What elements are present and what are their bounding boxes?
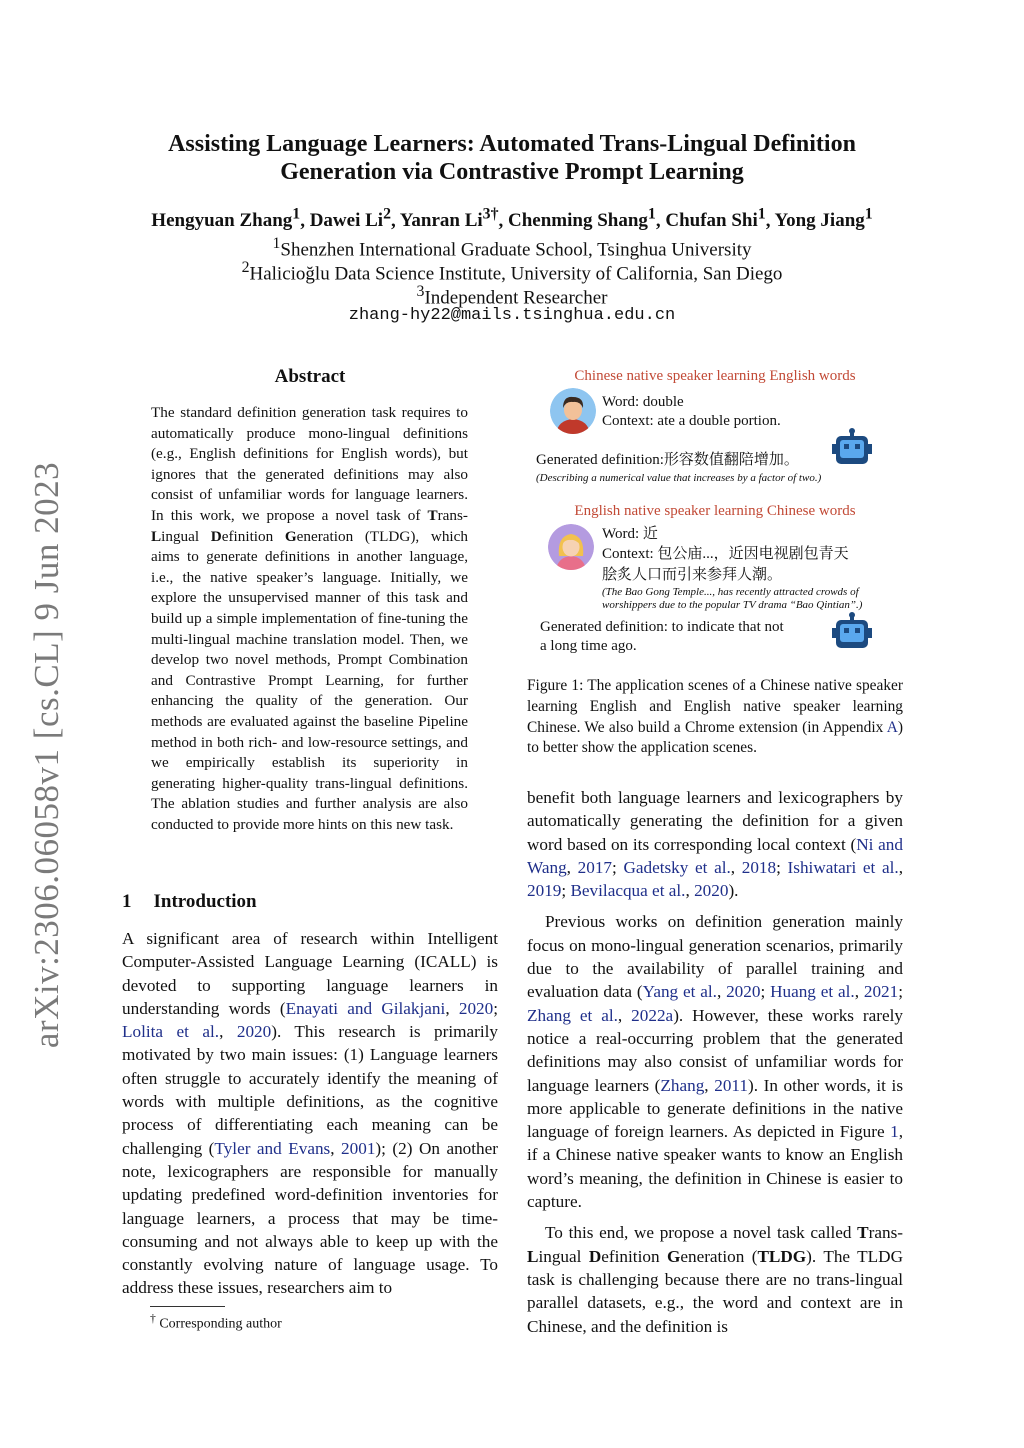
appendix-link[interactable]: A xyxy=(886,718,898,736)
female-learner-avatar xyxy=(548,524,594,570)
citation-link[interactable]: Enayati and Gilakjani xyxy=(285,998,446,1018)
affiliation: $^3$Independent Researcher xyxy=(416,283,608,309)
citation-link[interactable]: Ni and Wang xyxy=(527,834,903,877)
footnote-rule xyxy=(150,1306,225,1307)
male-learner-avatar xyxy=(550,388,596,434)
citation-link[interactable]: 2020 xyxy=(726,982,761,1002)
abstract-heading: Abstract xyxy=(274,366,346,387)
contact-email[interactable]: zhang-hy22@mails.tsinghua.edu.cn xyxy=(348,306,676,325)
right-column-text xyxy=(527,786,903,1346)
citation-link[interactable]: 2020 xyxy=(458,998,494,1018)
figure-ref-link[interactable]: 1 xyxy=(890,1122,899,1142)
scene2-label: English native speaker learning Chinese words xyxy=(574,503,856,519)
section-heading-introduction: 1 Introduction xyxy=(122,891,257,912)
citation-link[interactable]: 2001 xyxy=(341,1138,376,1158)
scene2-generated-line2: a long time ago. xyxy=(540,638,637,654)
author: Yong Jiang$^1$ xyxy=(774,206,873,232)
citation-link[interactable]: Huang et al. xyxy=(770,982,855,1002)
author: Chufan Shi$^1$ xyxy=(665,206,766,232)
citation-link[interactable]: Yang et al. xyxy=(642,982,717,1002)
scene2-context-line2: 脍炙人口而引来参拜人潮。 xyxy=(602,567,783,583)
citation-link[interactable]: 2020 xyxy=(694,881,729,901)
scene1-label: Chinese native speaker learning English words xyxy=(574,368,856,384)
scene1-word: Word: double xyxy=(602,394,684,410)
scene1-context: Context: ate a double portion. xyxy=(602,413,781,429)
author-list: Hengyuan Zhang$^1$, Dawei Li$^2$, Yanran $Li^{3\dagger}$, Chenming Shang$^1$, Chufan Shi$^1$, Yong Jiang$^1$ xyxy=(151,206,873,232)
abstract-body: The standard definition generation task requires to automatically produce mono-lingual definitions (e.g., English definitions for English words), but ignores that the generated definitions may also consist of unfamiliar words for language learners. In this work, we propose a novel task of Trans-Lingual Definition Generation (TLDG), which aims to generate definitions in another language, i.e., the native speaker’s language. Initially, we explore the unsupervised manner of this task and build up a simple implementation of fine-tuning the multi-lingual machine translation model. Then, we develop two novel methods, Prompt Combination and Contrastive Prompt Learning, for further enhancing the quality of the generation. Our methods are evaluated against the baseline Pipeline method in both rich- and low-resource settings, and we empirically establish its superiority in generating higher-quality trans-lingual definitions. The ablation studies and further analysis are also conducted to provide more hints on this new task. xyxy=(151,404,468,833)
scene1-generated: Generated definition:形容数值翻陪增加。 xyxy=(536,452,799,468)
citation-link[interactable]: 2011 xyxy=(714,1075,748,1095)
citation-link[interactable]: 2021 xyxy=(863,982,899,1002)
affiliation: $^2$Halicioğlu Data Science Institute, University of California, San Diego xyxy=(241,259,783,285)
citation-link[interactable]: Zhang xyxy=(660,1075,705,1095)
scene1-translation: (Describing a numerical value that increases by a factor of two.) xyxy=(536,472,822,484)
citation-link[interactable]: 2017 xyxy=(577,857,612,877)
robot-icon xyxy=(832,612,872,657)
author: Yanran $Li^{3\dagger}$ xyxy=(399,206,499,232)
citation-link[interactable]: Zhang et al. xyxy=(527,1005,618,1025)
citation-link[interactable]: Bevilacqua et al. xyxy=(570,881,686,901)
figure-1-caption: Figure 1: The application scenes of a Chinese native speaker learning English and English native speaker learning Chinese. We also build a Chrome extension (in Appendix A) to better show the application scenes. xyxy=(527,677,903,757)
paper-title: Assisting Language Learners: Automated Trans-Lingual Definition Generation via Contrastive Prompt Learning xyxy=(168,131,856,185)
citation-link[interactable]: 2022a xyxy=(631,1005,674,1025)
paragraph: Previous works on definition generation mainly focus on mono-lingual generation scenarios, primarily due to the availability of parallel training and evaluation data (Yang et al., 2020; Huang et al., 2021; Zhang et al., 2022a). However, these works rarely notice a real-occurring problem that the generated definitions may also consist of unfamiliar words for language learners (Zhang, 2011). In other words, it is more applicable to generate definitions in the native language of foreign learners. As depicted in Figure 1, if a Chinese native speaker wants to know an English word’s meaning, the definition in Chinese is easier to capture. xyxy=(527,912,904,1212)
arxiv-id: arXiv:2306.06058v1 [cs.CL] 9 Jun 2023 xyxy=(27,461,66,1049)
citation-link[interactable]: Tyler and Evans xyxy=(214,1138,331,1158)
author: Chenming Shang$^1$ xyxy=(508,206,656,232)
paragraph: To this end, we propose a novel task called Trans-Lingual Definition Generation (TLDG). The TLDG task is challenging because there are no trans-lingual parallel datasets, e.g., the word and context are in Chinese, and the definition is xyxy=(527,1223,903,1336)
citation-link[interactable]: 2020 xyxy=(236,1022,272,1042)
scene2-translation-line2: worshippers due to the popular TV drama “Bao Qintian”.) xyxy=(602,599,863,611)
scene2-generated-line1: Generated definition: to indicate that not xyxy=(540,619,784,635)
author: Hengyuan Zhang$^1$ xyxy=(151,206,301,232)
citation-link[interactable]: 2019 xyxy=(527,881,562,901)
paragraph: benefit both language learners and lexicographers by automatically generating the definition for a given word based on its corresponding local context (Ni and Wang, 2017; Gadetsky et al., 2018; Ishiwatari et al., 2019; Bevilacqua et al., 2020). xyxy=(527,788,903,901)
scene2-translation-line1: (The Bao Gong Temple..., has recently attracted crowds of xyxy=(602,586,859,598)
citation-link[interactable]: Ishiwatari et al. xyxy=(787,857,899,877)
citation-link[interactable]: Gadetsky et al. xyxy=(623,857,731,877)
robot-icon xyxy=(832,428,872,473)
arxiv-sidebar xyxy=(22,461,72,1049)
footnote: † Corresponding author xyxy=(150,1312,282,1332)
introduction-text: A significant area of research within Intelligent Computer-Assisted Language Learning (ICALL) is devoted to supporting language learners in understanding words (Enayati and Gilakjani, 2020; Lolita et al., 2020). This research is primarily motivated by two main issues: (1) Language learners often struggle to accurately identify the meaning of words with multiple definitions, as the cognitive process of differentiating each meaning can be challenging (Tyler and Evans, 2001); (2) On another note, lexicographers are responsible for manually updating predefined word-definition inventories for language learners, a process that may be time-consuming and not always able to keep up with the constantly evolving nature of language usage. To address these issues, researchers aim to xyxy=(122,929,498,1298)
citation-link[interactable]: 2018 xyxy=(741,857,777,877)
affiliation: $^1$Shenzhen International Graduate School, Tsinghua University xyxy=(272,235,752,261)
scene2-context-line1: Context: 包公庙...，近因电视剧包青天 xyxy=(602,546,849,562)
author: Dawei Li$^2$ xyxy=(309,206,391,232)
scene2-word: Word: 近 xyxy=(602,526,658,542)
figure-1 xyxy=(527,362,903,662)
citation-link[interactable]: Lolita et al. xyxy=(122,1022,220,1042)
